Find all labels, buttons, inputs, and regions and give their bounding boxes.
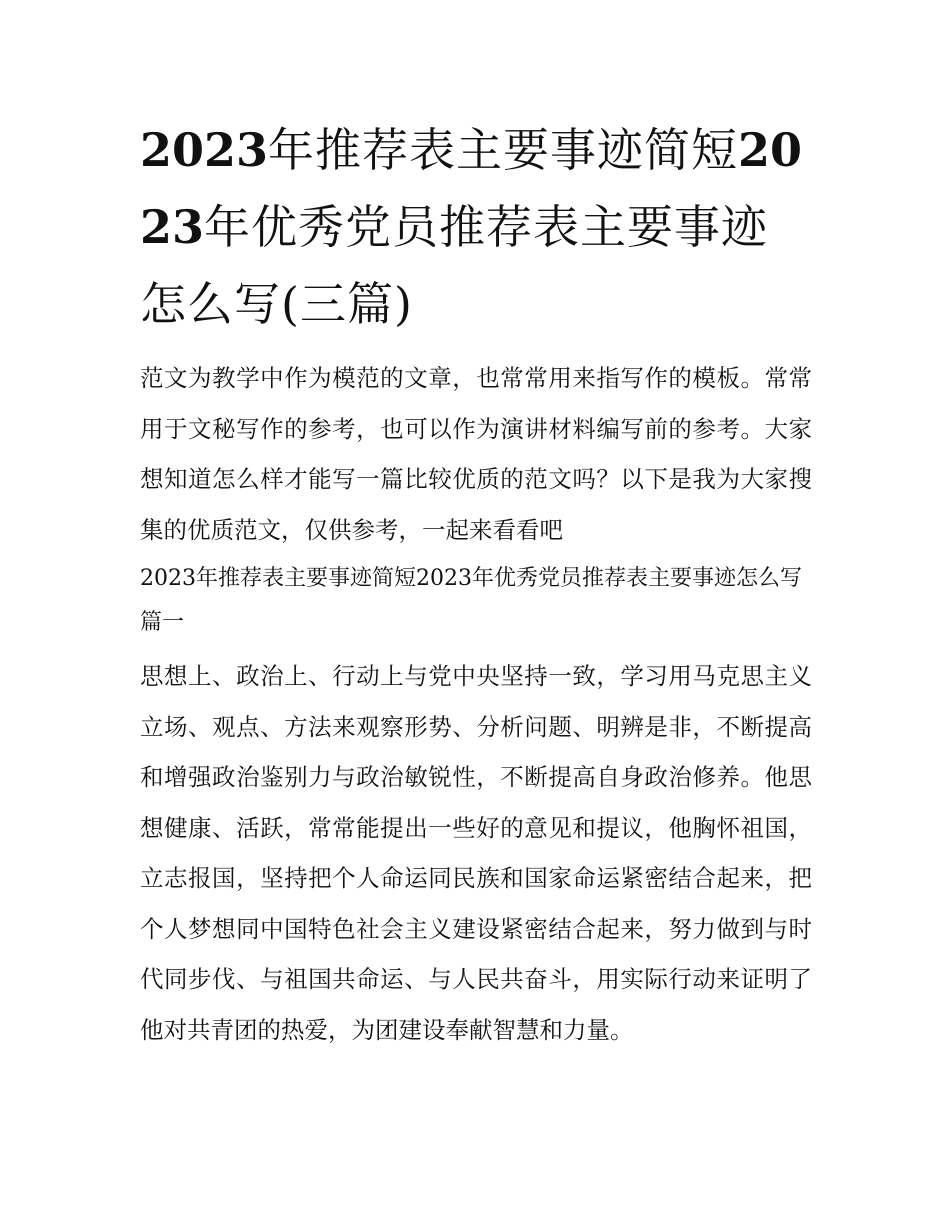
- document-page: [140, 112, 812, 1055]
- title-part-2: 年优秀党员推荐表主要事迹怎么写(三篇): [140, 200, 769, 331]
- intro-paragraph: 范文为教学中作为模范的文章，也常常用来指写作的模板。常常用于文秘写作的参考，也可以作为演讲材料编写前的参考。大家想知道怎么样才能写一篇比较优质的范文吗？以下是我为大家搜集的优质范文，仅供参考，一起来看看吧: [140, 364, 812, 544]
- title-part-1: 年推荐表主要事迹简短: [268, 123, 739, 177]
- title-year-1: 2023: [140, 123, 269, 177]
- body-paragraph: 思想上、政治上、行动上与党中央坚持一致，学习用马克思主义立场、观点、方法来观察形势、分析问题、明辨是非，不断提高和增强政治鉴别力与政治敏锐性，不断提高自身政治修养。他思想健康、活跃，常常能提出一些好的意见和提议，他胸怀祖国，立志报国，坚持把个人命运同民族和国家命运紧密结合起来，把个人梦想同中国特色社会主义建设紧密结合起来，努力做到与时代同步伐、与祖国共命运、与人民共奋斗，用实际行动来证明了他对共青团的热爱，为团建设奉献智慧和力量。: [140, 662, 812, 1044]
- section-heading: 2023年推荐表主要事迹简短2023年优秀党员推荐表主要事迹怎么写篇一: [140, 566, 802, 635]
- document-title: [140, 112, 812, 343]
- title-year-2: 2023: [140, 123, 803, 254]
